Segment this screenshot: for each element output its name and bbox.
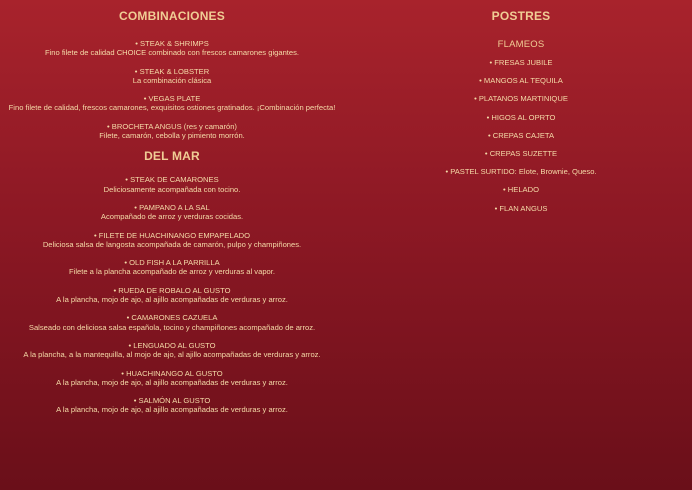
item-name: • HUACHINANGO AL GUSTO bbox=[121, 368, 223, 378]
item-name: • SALMÓN AL GUSTO bbox=[133, 396, 211, 406]
item-description: Filete, camarón, cebolla y pimiento morrón. bbox=[99, 131, 245, 141]
dessert-item: • CREPAS CAJETA bbox=[487, 130, 555, 140]
right-column bbox=[350, 0, 692, 222]
item-name: • CAMARONES CAZUELA bbox=[126, 313, 218, 323]
menu-item bbox=[0, 313, 344, 332]
dessert-item: • HELADO bbox=[503, 185, 539, 195]
item-name: • OLD FISH A LA PARRILLA bbox=[124, 258, 220, 268]
menu-item bbox=[0, 369, 344, 388]
menu-item bbox=[0, 67, 344, 86]
menu-item bbox=[0, 175, 344, 194]
item-name: • VEGAS PLATE bbox=[143, 94, 201, 104]
item-name: • STEAK & LOBSTER bbox=[134, 66, 210, 76]
item-description: Acompañado de arroz y verduras cocidas. bbox=[100, 212, 244, 222]
dessert-item: • PLATANOS MARTINIQUE bbox=[474, 94, 568, 104]
item-name: • LENGUADO AL GUSTO bbox=[128, 340, 216, 350]
item-description: Filete a la plancha acompañado de arroz y verduras al vapor. bbox=[69, 267, 275, 277]
item-name: • STEAK & SHRIMPS bbox=[135, 39, 209, 48]
item-description: A la plancha, mojo de ajo, al ajillo acompañadas de verduras y arroz. bbox=[56, 377, 288, 387]
item-description: Fino filete de calidad, frescos camarones, exquisitos ostiones gratinados. ¡Combinación perfecta! bbox=[8, 103, 336, 113]
section-title-del-mar: DEL MAR bbox=[144, 149, 200, 164]
section-title-postres: POSTRES bbox=[491, 9, 551, 23]
menu-item bbox=[0, 396, 344, 415]
item-description: Salseado con deliciosa salsa española, tocino y champiñones acompañado de arroz. bbox=[28, 322, 316, 332]
item-name: • FILETE DE HUACHINANGO EMPAPELADO bbox=[93, 230, 251, 240]
menu-item bbox=[0, 94, 344, 113]
section-title-combinaciones: COMBINACIONES bbox=[119, 9, 225, 23]
item-name: • PAMPANO A LA SAL bbox=[134, 202, 210, 212]
item-description: Fino filete de calidad CHOICE combinado con frescos camarones gigantes. bbox=[44, 48, 300, 58]
item-description: A la plancha, a la mantequilla, al mojo de ajo, al ajillo acompañadas de verduras y arroz. bbox=[23, 350, 321, 360]
dessert-item: • HIGOS AL OPRTO bbox=[486, 112, 556, 122]
item-name: • BROCHETA ANGUS (res y camarón) bbox=[107, 121, 237, 131]
menu-item bbox=[0, 258, 344, 277]
dessert-item: • MANGOS AL TEQUILA bbox=[479, 76, 563, 86]
item-description: Deliciosa salsa de langosta acompañada de camarón, pulpo y champiñones. bbox=[42, 239, 302, 249]
left-column bbox=[0, 0, 344, 424]
item-name: • STEAK DE CAMARONES bbox=[125, 175, 219, 185]
menu-item bbox=[0, 203, 344, 222]
item-description: A la plancha, mojo de ajo, al ajillo acompañadas de verduras y arroz. bbox=[56, 295, 288, 305]
dessert-item: • CREPAS SUZETTE bbox=[484, 148, 558, 158]
item-description: Deliciosamente acompañada con tocino. bbox=[103, 184, 241, 194]
dessert-item: • PASTEL SURTIDO: Elote, Brownie, Queso. bbox=[445, 167, 597, 177]
dessert-item: • FRESAS JUBILE bbox=[489, 58, 553, 67]
dessert-item: • FLAN ANGUS bbox=[494, 203, 548, 213]
menu-item bbox=[0, 39, 344, 58]
subsection-title-flameos: FLAMEOS bbox=[497, 39, 545, 50]
menu-item bbox=[0, 122, 344, 141]
menu-item bbox=[0, 286, 344, 305]
item-description: La combinación clásica bbox=[132, 75, 212, 85]
menu-item bbox=[0, 341, 344, 360]
item-description: A la plancha, mojo de ajo, al ajillo acompañadas de verduras y arroz. bbox=[56, 405, 288, 415]
menu-item bbox=[0, 231, 344, 250]
item-name: • RUEDA DE ROBALO AL GUSTO bbox=[113, 285, 231, 295]
